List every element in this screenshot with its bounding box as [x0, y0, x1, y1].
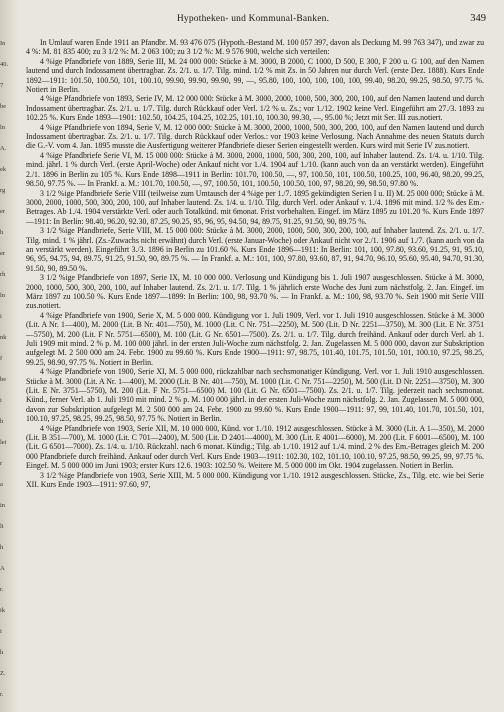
paragraph-serie-iv: 4 %ige Pfandbriefe von 1893, Serie IV, M. 12 000 000: Stücke à M. 3000, 2000, 1000, 500, 300, 200, 100, auf den Namen lautend und durch Indossament übertragbar. Zs. 2/1. u. 1/7. Tilg. durch Rückkauf oder Verl. 1/2 % u. Zs.; vor 1./12. 1902 keine Verl. Eingeführt am 27./3. 1893 zu 102.25 %. Kurs Ende 1893—1901: 102.50, 104.25, 104.25, 102.25, 101.10, 100.30, 99.30, —, 95.00 %; Jetzt mit Ser. III zus.notiert. [26, 94, 484, 123]
margin-fragment: r. [0, 586, 4, 593]
margin-fragment: h [0, 649, 4, 656]
paragraph-serie-iii: 4 %ige Pfandbriefe von 1889, Serie III, M. 24 000 000: Stücke à M. 3000, B 2000, C 1000, D 500, E 300, F 200 u. G 100, auf den Namen lautend und durch Indossament übertragbar. Zs. 2/1. u. 1/7. Tilg. mind. 1/2 % mit Zs. in 50 Jahren nur durch Verl. (erste Dez. 1888). Kurs Ende 1892—1911: 101.50, 100.50, 101, 100.10, 99.90, 99.90, 99.90, 99, —, 95.80, 100, 100, 100, 100, 100, 99.40, 98.20, 99.25, 98.50, 97.75 %. Notiert in Berlin. [26, 56, 484, 95]
margin-fragment: ln [0, 292, 6, 299]
margin-fragment: i [0, 313, 2, 320]
margin-fragment: in [0, 502, 6, 509]
paragraph-serie-viii-a: 3 1/2 %ige Pfandbriefe Serie VIII (teilweise zum Umtausch der 4 %ige per 1./7. 1895 gekündigten Serien I u. II) M. 25 000 000; Stücke à M. 3000, 2000, 1000, 500, 300, 200, 100, auf Inhaber lautend. Zs. 1/4. u. 1/10. Tilg. durch Verl. oder Ankauf v. 1./4. 1896 mit mind. 1/2 % des Em.-Betrages. Ab 1./4. 1904 verstärkte Verl. oder auch Totalkünd. mit 6monat. Frist vorbehalten. Eingef. im März 1895 zu 101.20 %. Kurs Ende 1897—1911: In Berlin: 98.40, 96.20, 92.30, 87.25, 90.25, 95, 96, 95, 94.50, 94, 89.75, 91.25, 91.50, 90, 89.75 %. [26, 188, 485, 226]
margin-fragment: Z. [0, 670, 6, 677]
margin-fragment: A. [0, 145, 7, 152]
paragraph-circulation: In Umlauf waren Ende 1911 an Pfandbr. M. 93 476 075 (Hypoth.-Bestand M. 100 057 397, davon als Deckung M. 99 763 347), und zwar zu 4 %: M. 81 835 400; zu 3 1/2 %: M. 2 063 100; zu 3 1/2 %: M. 9 576 900, welche sich verteilen: [26, 38, 484, 57]
margin-fragment: 7 [0, 82, 4, 89]
margin-fragment: er [0, 250, 6, 257]
paragraph-serie-ix: 3 1/2 %ige Pfandbriefe von 1897, Serie IX, M. 10 000 000. Verlosung und Kündigung bis 1. Juli 1907 ausgeschlossen. Stücke à M. 3000, 2000, 1000, 500, 300, 200, 100, auf Inhaber lautend. Zs. 2/1. u. 1/7. Tilg. 1 % jährlich erste Woche des Juni zum nächstfolg. 2. Jan. Eingef. im März 1897 zu 100.50 %. Kurs Ende 1897—1899: In Berlin: 100, 98, 93.70 %. — In Frankf. a. M.: 100, 98, 93.70 %. Seit 1900 mit Serie VIII zus.notiert. [26, 273, 484, 311]
margin-fragment: A [0, 565, 5, 572]
margin-fragment: f [0, 355, 3, 362]
margin-fragment: be [0, 376, 7, 383]
running-title: Hypotheken- und Kommunal-Banken. [176, 14, 330, 24]
page-header [20, 14, 486, 28]
margin-fragment: ln [0, 124, 6, 131]
paragraph-serie-v: 4 %ige Pfandbriefe von 1894, Serie V, M. 12 000 000: Stücke à M. 3000, 2000, 1000, 500, 300, 200, 100, auf den Namen lautend und durch Indossament übertragbar. Zs. 2/1. u. 1/7. Tilg. durch Rückkauf oder Verlos.: vor 1903 keine Verlosung. Nach Annahme des neuen Statuts durch die G.-V. vom 4. Jan. 1895 musste die Ausfertigung weiterer Pfandbriefe dieser Serien eingestellt werden. Kurs wird mit Serie IV zus.notiert. [26, 122, 484, 151]
margin-fragment: i [0, 397, 2, 404]
margin-fragment: lei [0, 439, 7, 446]
paragraph-serie-x: 4 %ige Pfandbriefe von 1900, Serie X, M. 5 000 000. Kündigung vor 1. Juli 1909, Verl. vor 1. Juli 1910 ausgeschlossen. Stücke à M. 3000 (Lit. A Nr. 1—400), M. 2000 (Lit. B Nr. 401—750), M. 1000 (Lit. C Nr. 751—2250), M. 500 (Lit. D Nr. 2251—3750), M. 300 (Lit. E Nr. 3751—5750), M. 200 (Lit. F Nr. 5751—6500), M. 100 (Lit. G Nr. 6501—7500). Zs. 2/1. u. 1/7. Tilg. durch freihänd. Ankauf oder durch Verl. ab 1. Juli 1909 mit mind. 2 % p. M. 100 000 jährl. in der ersten Juli-Woche zum nächstfolg. 2. Jan. Zugelassen M. 5 000 000, davon zur Subskription aufgelegt M. 2 500 000 am 24. Febr. 1900 zu 99.60 %. Kurs Ende 1900—1911: 97, 98.75, 101.40, 101.75, 101.50, 101, 100.10, 97.25, 98.25, 99.25, 98.90, 97.75 %. Notiert in Berlin. [26, 310, 484, 367]
margin-fragment: i [0, 628, 2, 635]
margin-fragment: rg [0, 187, 6, 194]
paragraph-serie-viii-b: 3 1/2 %ige Pfandbriefe, Serie VIII, M. 15 000 000: Stücke à M. 3000, 2000, 1000, 500, 300, 200, 100, auf Inhaber lautend. Zs. 2/1. u. 1/7. Tilg. mind. 1 % jährl. (Zs.-Zuwachs nicht erwähnt) durch Verl. (erste Januar-Woche) oder Ankauf nicht vor 2./1. 1906 auf 1./7. (kann auch von da an verstärkt werden). Eingeführt 3./3. 1896 in Berlin zu 101.60 %. Kurs Ende 1896—1911: In Berlin: 101, 100, 97.80, 93.60, 91.25, 91, 95.10, 96, 95, 94.75, 94, 89.75, 91.25, 91.50, 90, 89.75 %. — In Frankf. a. M.: 101, 100, 97.80, 93.60, 87, 91, 94.70, 96.10, 95.60, 95.40, 94.70, 91.30, 91.50, 90, 89.50 %. [26, 226, 484, 273]
margin-fragment: h [0, 544, 4, 551]
paragraph-serie-vi: 4 %ige Pfandbriefe Serie VI, M. 15 000 000: Stücke à M. 3000, 2000, 1000, 500, 300, 200, 100, auf Inhaber lautend. Zs. 1/4. u. 1/10. Tilg. mind. jährl. 1 % durch Verl. (erste April-Woche) oder Ankauf nicht vor 1./4. 1904 auf 1./10. (kann auch von da an verstärkt werden). Eingeführt 2./1. 1896 in Berlin zu 105 %. Kurs Ende 1898—1911 in Berlin: 101.70, 100.50, —, 97, 100.50, 101, 100.50, 100.25, 100, 96.40, 98.20, 99.25, 98.50, 97.75 %. — In Frankf. a. M.: 101.70, 100.50, —, 97, 100.50, 101, 100.50, 100.50, 100, 97, 98.20, 99, 98.50, 97.80 %. [26, 150, 484, 189]
margin-fragment: rh [0, 271, 6, 278]
paragraph-serie-xi: 4 %ige Pfandbriefe von 1900, Serie XI, M. 5 000 000, rückzahlbar nach sechsmonatiger Kündigung. Verl. vor 1. Juli 1910 ausgeschlossen. Stücke à M. 3000 (Lit. A Nr. 1—400), M. 2000 (Lit. B Nr. 401—750), M. 1000 (Lit. C Nr. 751—2250), M. 500 (Lit. D Nr. 2251—3750), M. 300 (Lit. E Nr. 3751—5750), M. 200 (Lit. F Nr. 5751—6500) M. 100 (Lit. G Nr. 6501—7500). Zs. 2/1. u. 1/7. Tilg. jederzeit nach sechsmonat. Künd., ferner Verl. ab 1. Juli 1910 mit mind. 2 % p. M. 100 000 jährl. in der ersten Juli-Woche zum nächstfolg. 2. Jan. Zugelassen M. 5 000 000, davon zur Subskription aufgelegt M. 2 500 000 am 24. Febr. 1900 zu 99.60 %. Kurs Ende 1900—1911: 97, 99, 101.40, 101.70, 101.50, 101, 100.10, 97.25, 98.25, 99.25, 98.50, 97.75 %. Notiert in Berlin. [26, 367, 484, 424]
margin-fragment: r [0, 460, 3, 467]
margin-fragment: er [0, 208, 6, 215]
margin-fragment: h [0, 229, 4, 236]
document-body [26, 38, 484, 490]
margin-fragment: ik [0, 607, 6, 614]
margin-fragment: 40. [0, 61, 9, 68]
margin-fragment: lt [0, 523, 4, 530]
margin-fragment: h [0, 418, 4, 425]
margin-fragment: r. [0, 691, 4, 698]
paragraph-serie-xiii: 3 1/2 %ige Pfandbriefe von 1903, Serie XIII, M. 5 000 000. Kündigung vor 1./10. 1912 ausgeschlossen. Stücke, Zs., Tilg. etc. wie bei Serie XII. Kurs Ende 1903—1911: 97.60, 97, [26, 470, 484, 490]
page-number: 349 [470, 13, 486, 24]
paragraph-serie-xii: 4 %ige Pfandbriefe von 1903, Serie XII, M. 10 000 000, Künd. vor 1./10. 1912 ausgeschlossen. Stücke à M. 3000 (Lit. A 1—350), M. 2000 (Lit. B 351—700), M. 1000 (Lit. C 701—2400), M. 500 (Lit. D 2401—4000), M. 300 (Lit. E 4001—6000), M. 200 (Lit. F 6001—6500), M. 100 (Lit. G 6501—7000). Zs. 1/4. u. 1/10. Rückzahl. nach 6 monat. Kündig.; Tilg. ab 1./10. 1912 auf 1./4. mind. 2 % des Em.-Betrages gleich M. 200 000 Pfandbriefe durch freihänd. Ankauf oder durch Verl. Kurs Ende 1903—1911: 102.30, 102, 101.10, 100.10, 97.25, 98.50, 99.25, 99, 97.75 %. Eingef. M. 5 000 000 im Juni 1903; erster Kurs 12.6. 1903: 102.50 %. Weitere M. 5 000 000 im Okt. 1904 zugelassen. Notiert in Berlin. [26, 423, 484, 471]
margin-fragment: be [0, 103, 7, 110]
margin-fragment: a [0, 481, 3, 488]
margin-fragment: ek [0, 166, 7, 173]
margin-fragment: nk [0, 334, 7, 341]
margin-fragment: In [0, 40, 6, 47]
